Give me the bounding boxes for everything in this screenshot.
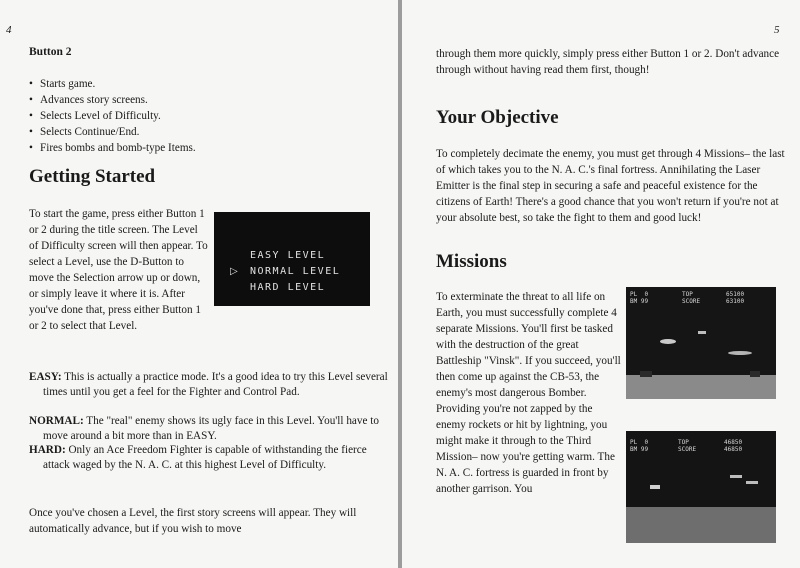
missions-heading: Missions (436, 251, 507, 272)
button2-list (29, 76, 359, 156)
hud-score-values: 46850 46850 (724, 439, 743, 453)
hud-score-labels: TOP SCORE (678, 439, 697, 453)
list-item: • Starts game. (29, 76, 359, 92)
ground-strip (626, 375, 776, 399)
level-label: HARD: (29, 444, 66, 456)
list-item: • Fires bombs and bomb-type Items. (29, 140, 359, 156)
mission1-screenshot (626, 287, 776, 399)
level-description: Only an Ace Freedom Fighter is capable of withstanding the fierce attack waged by the N. A. C. at this highest Level of Difficulty. (43, 444, 367, 471)
sea-surface (626, 507, 776, 543)
selection-arrow-icon: ▷ (230, 266, 238, 277)
left-page (0, 0, 398, 568)
hud-score-values: 65100 63100 (726, 291, 745, 305)
objective-heading: Your Objective (436, 107, 559, 128)
closing-text: Once you've chosen a Level, the first story screens will appear. They will automatically advance, but if you wish to move (29, 507, 357, 535)
tank-icon (640, 371, 652, 377)
hud-player: PL 0 BM 99 (630, 291, 649, 305)
list-item: • Selects Continue/End. (29, 124, 359, 140)
hud-score-labels: TOP SCORE (682, 291, 701, 305)
menu-option-hard: HARD LEVEL (250, 282, 326, 293)
level-label: EASY: (29, 371, 62, 383)
hud-player: PL 0 BM 99 (630, 439, 649, 453)
list-item: • Selects Level of Difficulty. (29, 108, 359, 124)
level-easy (29, 370, 388, 400)
fighter-jet-icon (660, 339, 676, 344)
menu-option-normal: NORMAL LEVEL (250, 266, 341, 277)
page-number: 5 (774, 24, 780, 36)
getting-started-heading: Getting Started (29, 166, 156, 187)
page-number: 4 (6, 24, 12, 36)
level-normal (29, 414, 388, 444)
enemy-craft-icon (746, 481, 758, 484)
mission2-screenshot (626, 431, 776, 543)
difficulty-menu-screenshot (214, 212, 370, 306)
tank-icon (750, 371, 760, 377)
level-description: This is actually a practice mode. It's a good idea to try this Level several times until you get a feel for the Fighter and Control Pad. (43, 371, 388, 398)
level-label: NORMAL: (29, 415, 84, 427)
enemy-craft-icon (698, 331, 706, 334)
fighter-jet-icon (650, 485, 660, 489)
list-item: • Advances story screens. (29, 92, 359, 108)
getting-started-text: To start the game, press either Button 1 or 2 during the title screen. The Level of Difficulty screen will then appear. To select a Level, use the D-Button to move the Selection arrow up or down, or simply leave it where it is. After you've done that, press either Button 1 or 2 to select that Level. (29, 208, 208, 332)
right-page (402, 0, 800, 568)
missions-text: To exterminate the threat to all life on Earth, you must successfully complete 4 separate Missions. You'll first be tasked with the destruction of the great Battleship "Vinsk". If you succeed, you'll then come up against the CB-53, the enemy's most dangerous Bomber. Providing you're not zapped by the enemy rockets or hit by lightning, you might make it through to the Third Mission– now you're getting warm. The N. A. C. fortress is guarded in front by another garrison. You (436, 291, 621, 495)
continued-text: through them more quickly, simply press either Button 1 or 2. Don't advance through without having read them first, though! (436, 48, 780, 76)
objective-text: To completely decimate the enemy, you must get through 4 Missions– the last of which takes you to the N. A. C.'s final fortress. Annihilating the Laser Emitter is the final step in securing a safe and peaceful existence for the citizens of Earth! There's a good chance that you won't return if you're not at your absolute best, so take the fight to them and good luck! (436, 148, 785, 224)
level-description: The "real" enemy shows its ugly face in this Level. You'll have to move around a bit more than in EASY. (43, 415, 379, 442)
button2-heading: Button 2 (29, 46, 72, 58)
level-hard (29, 443, 388, 473)
menu-option-easy: EASY LEVEL (250, 250, 326, 261)
enemy-craft-icon (730, 475, 742, 478)
enemy-craft-icon (728, 351, 752, 355)
